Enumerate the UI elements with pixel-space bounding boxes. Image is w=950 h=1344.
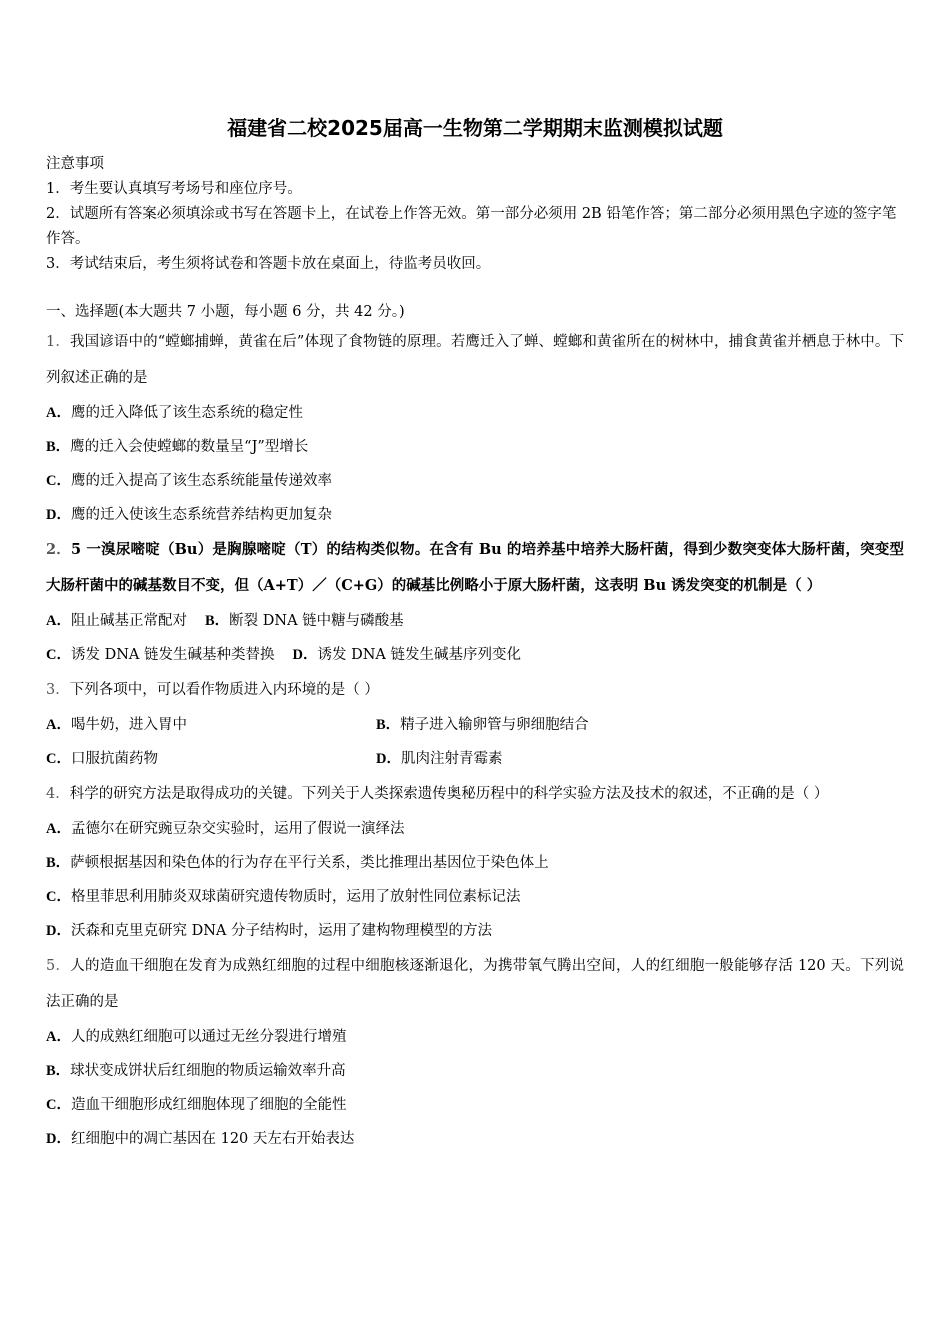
questions-block [46, 300, 904, 1156]
option-text: 鹰的迁入降低了该生态系统的稳定性 [70, 405, 303, 421]
option-text: 诱发 DNA 链发生碱基序列变化 [317, 647, 521, 663]
notice-item: 3．考试结束后，考生须将试卷和答题卡放在桌面上，待监考员收回。 [46, 256, 491, 272]
question-text: 5 一溴尿嘧啶（Bu）是胸腺嘧啶（T）的结构类似物。在含有 Bu 的培养基中培养大肠杆菌，得到少数突变体大肠杆菌，突变型大肠杆菌中的碱基数目不变，但（A+T）／（C+G）的碱基比例略小于原大肠杆菌，这表明 Bu 诱发突变的机制是（ ） [46, 541, 904, 594]
option-text: 肌肉注射青霉素 [400, 751, 503, 767]
question-4-option-b [46, 846, 904, 880]
question-number: 3． [46, 682, 70, 698]
option-label: A． [46, 613, 71, 629]
question-4-option-a [46, 812, 904, 846]
option-label: C． [46, 889, 71, 905]
option-text: 造血干细胞形成红细胞体现了细胞的全能性 [70, 1097, 347, 1113]
question-3-options-row-1 [46, 708, 904, 742]
section-header: 一、选择题(本大题共 7 小题，每小题 6 分，共 42 分。) [46, 304, 405, 320]
question-1-option-d [46, 498, 904, 532]
option-label: D． [376, 751, 401, 767]
notice-block [46, 152, 904, 277]
question-1-stem [46, 324, 904, 396]
option-text: 球状变成饼状后红细胞的物质运输效率升高 [70, 1063, 346, 1079]
question-number: 5． [46, 958, 71, 974]
option-label: A． [46, 1029, 71, 1045]
question-text: 科学的研究方法是取得成功的关键。下列关于人类探索遗传奥秘历程中的科学实验方法及技术的叙述，不正确的是（ ） [69, 786, 829, 802]
question-number: 4． [46, 786, 70, 802]
option-label: A． [46, 717, 71, 733]
question-5-stem [46, 948, 904, 1020]
option-text: 阻止碱基正常配对 [70, 613, 187, 629]
notice-heading: 注意事项 [46, 156, 104, 172]
option-text: 断裂 DNA 链中糖与磷酸基 [229, 613, 404, 629]
option-text: 孟德尔在研究豌豆杂交实验时，运用了假说一演绎法 [70, 821, 405, 837]
option-label: C． [46, 647, 71, 663]
option-label: C． [46, 473, 71, 489]
option-label: B． [376, 717, 401, 733]
question-3-option-a [46, 708, 376, 742]
question-2-option-b [205, 604, 404, 638]
question-text: 下列各项中，可以看作物质进入内环境的是（ ） [69, 682, 379, 698]
question-number: 2． [46, 541, 72, 558]
option-text: 萨顿根据基因和染色体的行为存在平行关系，类比推理出基因位于染色体上 [70, 855, 549, 871]
option-label: B． [204, 613, 230, 629]
question-2-option-d [293, 638, 522, 672]
question-4-option-d [46, 914, 904, 948]
question-3-option-b [376, 708, 706, 742]
option-text: 沃森和克里克研究 DNA 分子结构时，运用了建构物理模型的方法 [70, 923, 492, 939]
option-label: B． [46, 855, 71, 871]
question-2-stem [46, 532, 904, 604]
question-2-option-c [46, 638, 275, 672]
option-text: 精子进入输卵管与卵细胞结合 [400, 717, 589, 733]
question-2-options-row-2 [46, 638, 904, 672]
option-text: 红细胞中的凋亡基因在 120 天左右开始表达 [70, 1131, 355, 1147]
option-label: D． [46, 923, 71, 939]
question-number: 1． [46, 334, 70, 350]
option-label: C． [46, 1097, 71, 1113]
question-3-option-c [46, 742, 376, 776]
option-text: 口服抗菌药物 [70, 751, 158, 767]
question-4-stem [46, 776, 904, 812]
question-5-option-d [46, 1122, 904, 1156]
question-2-option-a [46, 604, 187, 638]
question-1-option-a [46, 396, 904, 430]
notice-item: 2．试题所有答案必须填涂或书写在答题卡上，在试卷上作答无效。第一部分必须用 2B 铅笔作答；第二部分必须用黑色字迹的签字笔作答。 [46, 206, 897, 247]
option-text: 鹰的迁入会使螳螂的数量呈“J”型增长 [70, 439, 309, 455]
question-text: 人的造血干细胞在发育为成熟红细胞的过程中细胞核逐渐退化，为携带氧气腾出空间，人的红细胞一般能够存活 120 天。下列说法正确的是 [46, 958, 904, 1010]
question-3-options-row-2 [46, 742, 904, 776]
option-label: A． [46, 821, 71, 837]
option-text: 格里菲思利用肺炎双球菌研究遗传物质时，运用了放射性同位素标记法 [70, 889, 521, 905]
notice-item: 1．考生要认真填写考场号和座位序号。 [46, 181, 302, 197]
option-label: D． [46, 1131, 71, 1147]
question-5-option-c [46, 1088, 904, 1122]
option-label: B． [46, 1063, 71, 1079]
question-1-option-c [46, 464, 904, 498]
option-text: 人的成熟红细胞可以通过无丝分裂进行增殖 [70, 1029, 347, 1045]
option-text: 喝牛奶，进入胃中 [70, 717, 187, 733]
question-2-options-row-1 [46, 604, 904, 638]
question-3-stem [46, 672, 904, 708]
option-label: A． [46, 405, 71, 421]
option-text: 诱发 DNA 链发生碱基种类替换 [70, 647, 275, 663]
question-5-option-a [46, 1020, 904, 1054]
option-label: B． [46, 439, 71, 455]
question-text: 我国谚语中的“螳螂捕蝉，黄雀在后”体现了食物链的原理。若鹰迁入了蝉、螳螂和黄雀所在的树林中，捕食黄雀并栖息于林中。下列叙述正确的是 [46, 334, 904, 386]
option-label: C． [46, 751, 71, 767]
question-4-option-c [46, 880, 904, 914]
option-text: 鹰的迁入提高了该生态系统能量传递效率 [70, 473, 332, 489]
question-5-option-b [46, 1054, 904, 1088]
question-3-option-d [376, 742, 706, 776]
page-title: 福建省二校2025届高一生物第二学期期末监测模拟试题 [227, 116, 723, 140]
option-label: D． [46, 507, 71, 523]
option-label: D． [292, 647, 318, 663]
option-text: 鹰的迁入使该生态系统营养结构更加复杂 [70, 507, 332, 523]
question-1-option-b [46, 430, 904, 464]
